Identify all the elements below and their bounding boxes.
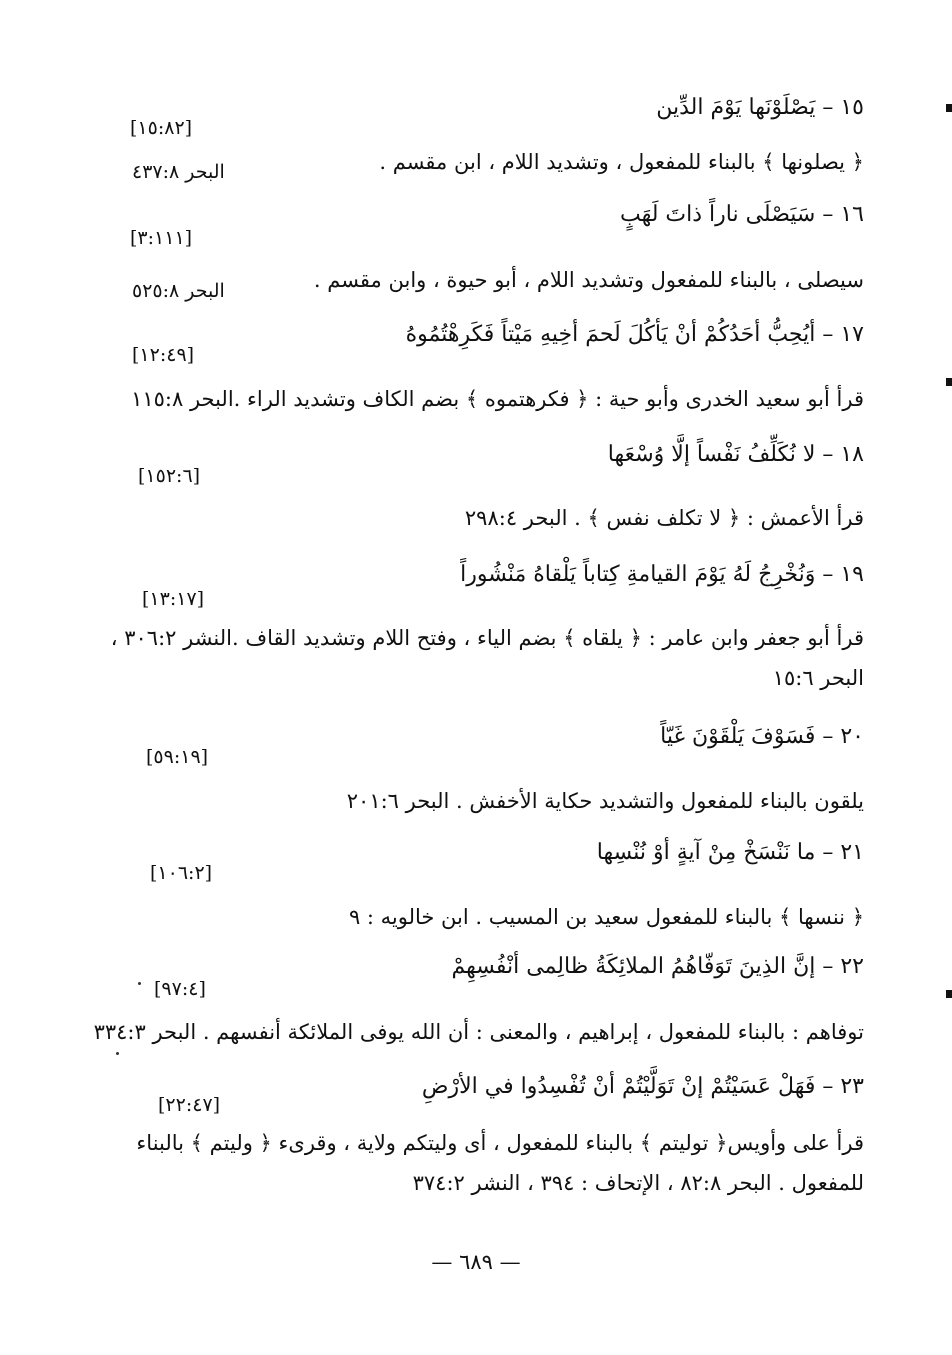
source-citation: البحر ٤٣٧:٨ — [132, 161, 225, 183]
reading-note: قرأ الأعمش : ﴿ لا تكلف نفس ﴾ . البحر ٢٩٨:٤ — [464, 506, 864, 530]
reading-note: قرأ على وأويس﴿ توليتم ﴾ بالبناء للمفعول ، أى وليتكم ولاية ، وقرىء ﴿ وليتم ﴾ بالبناء — [136, 1131, 864, 1155]
reading-note-continued: للمفعول . البحر ٨٢:٨ ، الإتحاف : ٣٩٤ ، النشر ٣٧٤:٢ — [412, 1171, 864, 1195]
reading-note-continued: البحر ١٥:٦ — [772, 666, 864, 690]
verse-19: ١٩ – وَنُخْرِجُ لَهُ يَوْمَ القيامةِ كِتاباً يَلْقاهُ مَنْشُوراً — [460, 562, 864, 587]
verse-18: ١٨ – لا نُكَلِّفُ نَفْساً إلَّا وُسْعَها — [607, 442, 864, 467]
scan-edge-mark — [946, 378, 952, 386]
reading-note: توفاهم : بالبناء للمفعول ، إبراهيم ، والمعنى : أن الله يوفى الملائكة أنفسهم . البحر ٣٣٤:٣ — [93, 1020, 864, 1044]
reading-note: ﴿ ننسها ﴾ بالبناء للمفعول سعيد بن المسيب . ابن خالويه : ٩ — [348, 905, 864, 929]
scan-edge-mark — [946, 990, 952, 998]
verse-21: ٢١ – ما نَنْسَخْ مِنْ آيةٍ أوْ نُنْسِها — [596, 840, 864, 865]
verse-reference: [٩٧:٤] — [154, 978, 206, 1000]
scan-speck — [138, 982, 141, 985]
reading-note: يلقون بالبناء للمفعول والتشديد حكاية الأخفش . البحر ٢٠١:٦ — [346, 789, 864, 813]
verse-reference: [١٢:٤٩] — [132, 344, 195, 366]
reading-note: سيصلى ، بالبناء للمفعول وتشديد اللام ، أبو حيوة ، وابن مقسم . — [313, 268, 864, 292]
verse-15: ١٥ – يَصْلَوْنَها يَوْمَ الدِّين — [656, 95, 864, 120]
verse-16: ١٦ – سَيَصْلَى ناراً ذاتَ لَهَبٍ — [619, 202, 864, 227]
verse-reference: [١٥:٨٢] — [130, 117, 193, 139]
verse-reference: [٥٩:١٩] — [146, 746, 209, 768]
page-number: — ٦٨٩ — — [431, 1250, 521, 1274]
verse-reference: [١٣:١٧] — [142, 588, 205, 610]
scan-speck — [116, 1052, 119, 1055]
source-citation: البحر ٥٢٥:٨ — [132, 280, 225, 302]
verse-reference: [٣:١١١] — [130, 227, 193, 249]
scan-edge-mark — [946, 104, 952, 112]
verse-20: ٢٠ – فَسَوْفَ يَلْقَوْنَ غَيّاً — [660, 724, 864, 749]
verse-17: ١٧ – أيُحِبُّ أحَدُكُمْ أنْ يَأكُلَ لَحمَ أخِيهِ مَيْتاً فَكَرِهْتُمُوهُ — [405, 322, 864, 347]
verse-22: ٢٢ – إنَّ الذِينَ تَوَفّاهُمُ الملائِكَةُ ظالِمى أنْفُسِهِمْ — [451, 954, 864, 979]
reading-note: ﴿ يصلونها ﴾ بالبناء للمفعول ، وتشديد اللام ، ابن مقسم . — [379, 150, 864, 174]
verse-reference: [١٥٢:٦] — [138, 465, 201, 487]
verse-23: ٢٣ – فَهَلْ عَسَيْتُمْ إنْ تَوَلَّيْتُمْ أنْ تُفْسِدُوا في الأرْضِ — [421, 1074, 864, 1099]
reading-note: قرأ أبو جعفر وابن عامر : ﴿ يلقاه ﴾ بضم الياء ، وفتح اللام وتشديد القاف .النشر ٣٠٦:٢ ، — [110, 626, 864, 650]
reading-note: قرأ أبو سعيد الخدرى وأبو حية : ﴿ فكرهتموه ﴾ بضم الكاف وتشديد الراء .البحر ١١٥:٨ — [131, 387, 864, 411]
verse-reference: [٢٢:٤٧] — [158, 1094, 221, 1116]
verse-reference: [١٠٦:٢] — [150, 862, 213, 884]
